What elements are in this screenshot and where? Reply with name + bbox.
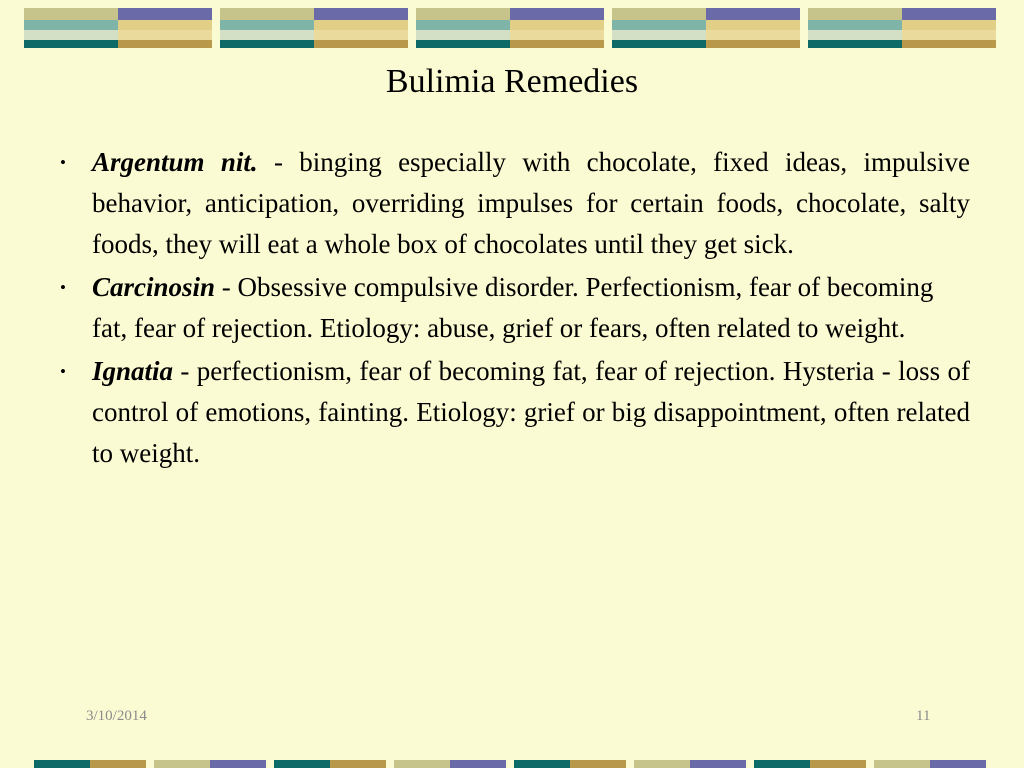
bullet-item-carcinosin	[56, 267, 970, 349]
decor-tile	[808, 8, 996, 48]
top-decorative-band	[24, 8, 1000, 48]
decor-tile	[612, 8, 800, 48]
bullet-icon: •	[60, 362, 66, 381]
decor-tile	[220, 8, 408, 48]
remedy-description: - perfectionism, fear of becoming fat, fear of rejection. Hysteria - loss of control of emotions, fainting. Etiology: grief or big disappointment, often related to weight.	[92, 356, 970, 468]
remedy-description: - Obsessive compulsive disorder. Perfectionism, fear of becoming fat, fear of rejection. Etiology: abuse, grief or fears, often related to weight.	[92, 272, 934, 343]
bullet-list	[56, 142, 970, 476]
remedy-name: Carcinosin	[92, 272, 216, 302]
bullet-item-ignatia	[56, 351, 970, 474]
bullet-text	[92, 267, 970, 349]
remedy-name: Argentum nit.	[92, 147, 258, 177]
bullet-icon: •	[60, 278, 66, 297]
decor-tile	[416, 8, 604, 48]
bullet-icon: •	[60, 153, 66, 172]
remedy-description: - binging especially with chocolate, fixed ideas, impulsive behavior, anticipation, overriding impulses for certain foods, chocolate, salty foods, they will eat a whole box of chocolates until they get sick.	[92, 147, 970, 259]
bullet-item-argentum	[56, 142, 970, 265]
bullet-text	[92, 351, 970, 474]
footer-date: 3/10/2014	[86, 708, 147, 724]
slide-title: Bulimia Remedies	[385, 63, 639, 100]
decor-tile	[24, 8, 212, 48]
remedy-name: Ignatia	[92, 356, 174, 386]
bullet-text	[92, 142, 970, 265]
page-number: 11	[916, 708, 931, 724]
bottom-decorative-band	[34, 760, 994, 768]
